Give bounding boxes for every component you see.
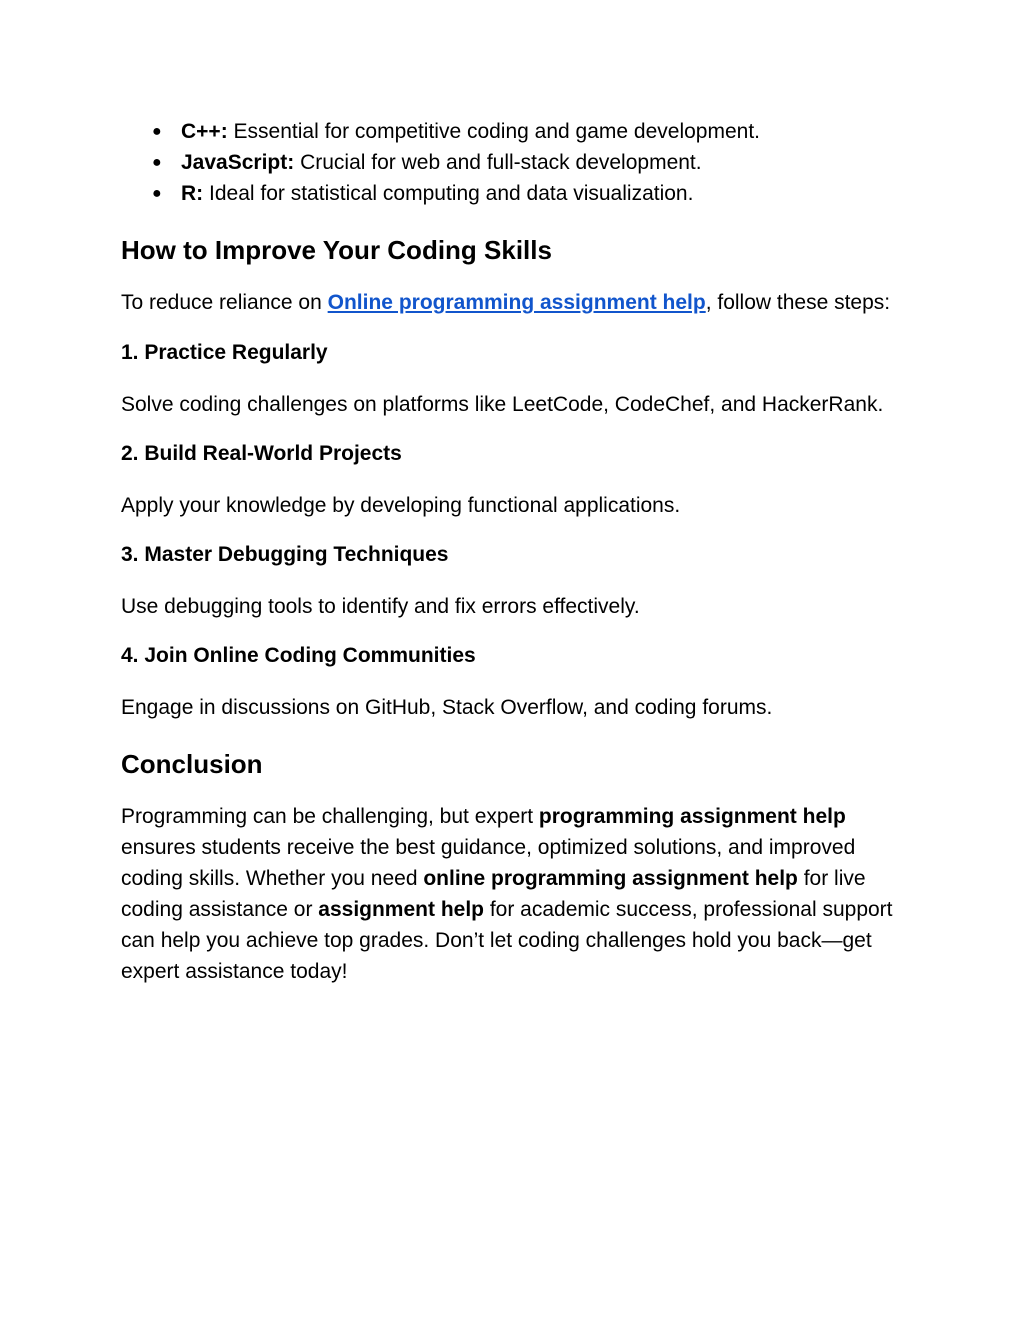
step-title: 2. Build Real-World Projects <box>121 442 402 465</box>
language-desc: Crucial for web and full-stack development. <box>294 151 702 174</box>
improve-intro <box>121 287 911 318</box>
improve-heading: How to Improve Your Coding Skills <box>121 235 552 265</box>
intro-text-end: , follow these steps: <box>705 291 891 314</box>
step-text: Apply your knowledge by developing functional applications. <box>121 494 681 517</box>
conclusion-text: ensures students receive the best guidance, optimized solutions, and improved coding skills. Whether you need <box>121 836 856 890</box>
conclusion-bold: assignment help <box>318 898 484 921</box>
language-desc: Essential for competitive coding and game development. <box>227 120 760 143</box>
bullet-icon: ● <box>152 123 162 140</box>
list-item <box>121 116 911 147</box>
bullet-icon: ● <box>152 185 162 202</box>
language-name: R: <box>181 182 204 205</box>
intro-text: To reduce reliance on <box>121 291 328 314</box>
step-text: Use debugging tools to identify and fix errors effectively. <box>121 595 640 618</box>
step-text: Solve coding challenges on platforms like LeetCode, CodeChef, and HackerRank. <box>121 393 884 416</box>
bullet-icon: ● <box>152 154 162 171</box>
step-title: 1. Practice Regularly <box>121 341 328 364</box>
language-name: JavaScript: <box>181 151 295 174</box>
step-title: 4. Join Online Coding Communities <box>121 644 476 667</box>
conclusion-text: Programming can be challenging, but expert <box>121 805 539 828</box>
list-item <box>121 147 911 178</box>
document-page <box>121 116 911 987</box>
conclusion-bold: programming assignment help <box>538 805 846 828</box>
step-title: 3. Master Debugging Techniques <box>121 543 449 566</box>
step-text: Engage in discussions on GitHub, Stack Overflow, and coding forums. <box>121 696 773 719</box>
conclusion-bold: online programming assignment help <box>423 867 798 890</box>
online-programming-help-link[interactable]: Online programming assignment help <box>327 291 706 314</box>
list-item <box>121 178 911 209</box>
conclusion-text: for live coding assistance or <box>121 867 866 921</box>
conclusion-text: for academic success, professional support can help you achieve top grades. Don’t let coding challenges hold you back—get expert assistance today! <box>121 898 893 983</box>
language-name: C++: <box>181 120 228 143</box>
language-desc: Ideal for statistical computing and data visualization. <box>203 182 694 205</box>
conclusion-paragraph <box>121 801 911 987</box>
conclusion-heading: Conclusion <box>121 749 263 779</box>
language-list <box>121 116 911 209</box>
